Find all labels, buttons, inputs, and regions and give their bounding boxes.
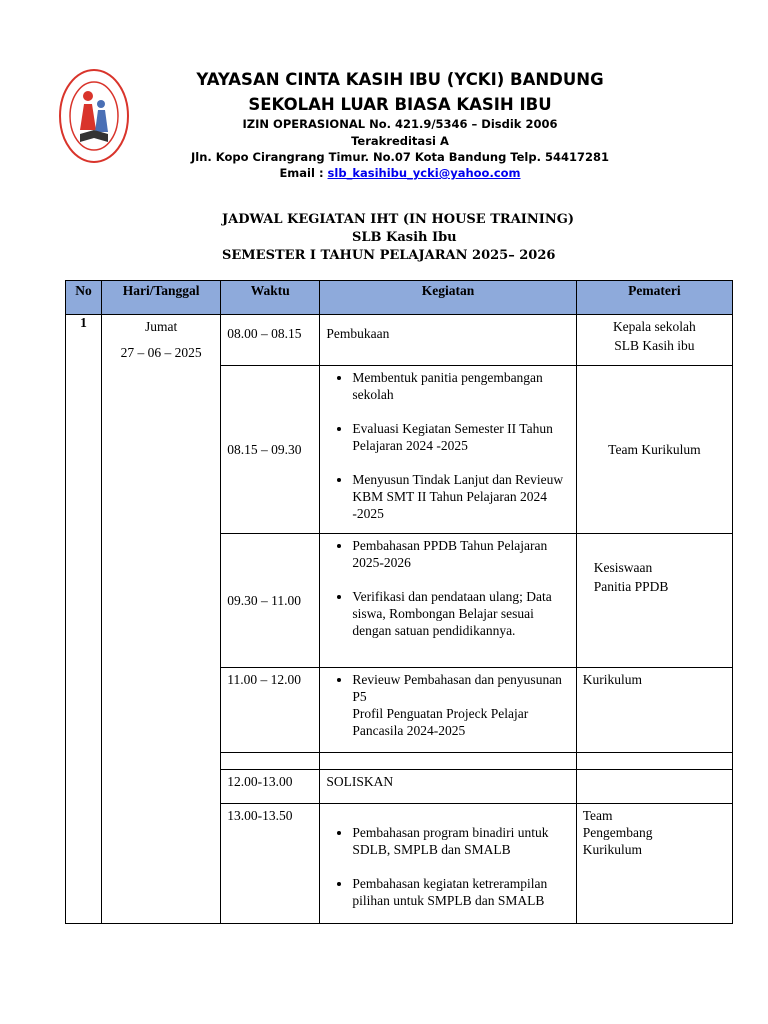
time-text: 09.30 – 11.00 <box>227 593 301 608</box>
speaker-cell <box>576 770 732 804</box>
date: 27 – 06 – 2025 <box>120 345 202 360</box>
speaker-line: SLB Kasih ibu <box>614 338 695 353</box>
list-item-text: Revieuw Pembahasan dan penyusunan P5 <box>352 672 562 704</box>
time-text: 11.00 – 12.00 <box>227 672 301 687</box>
school-logo <box>58 68 130 164</box>
list-item: • Pembahasan program binadiri untuk SDLB, SMPLB dan SMALB <box>352 824 569 858</box>
activity-list <box>326 537 569 639</box>
speaker-cell <box>576 668 732 753</box>
email-line <box>140 166 660 180</box>
speaker-text <box>577 804 732 861</box>
activity-list-wrap <box>320 534 575 642</box>
activity-list <box>326 369 569 522</box>
email-link[interactable]: slb_kasihibu_ycki@yahoo.com <box>327 166 521 180</box>
speaker-text <box>577 315 732 357</box>
time-cell <box>221 668 320 753</box>
activity-cell <box>320 366 576 534</box>
time-text: 08.00 – 08.15 <box>227 326 302 341</box>
header-speaker: Pemateri <box>576 281 732 315</box>
speaker-line: Kesiswaan <box>593 560 653 575</box>
speaker-line: Panitia PPDB <box>593 579 669 594</box>
day: Jumat <box>145 319 178 334</box>
schedule-semester: SEMESTER I TAHUN PELAJARAN 2025– 2026 <box>222 248 556 263</box>
list-item-continuation: Profil Penguatan Projeck Pelajar Pancasila 2024-2025 <box>352 706 529 738</box>
time-text: 08.15 – 09.30 <box>227 442 302 457</box>
row-number: 1 <box>66 315 102 924</box>
activity-cell <box>320 770 576 804</box>
time-cell <box>221 804 320 924</box>
schedule-school: SLB Kasih Ibu <box>352 230 457 245</box>
speaker-line: Kurikulum <box>582 842 642 857</box>
speaker-text: Team Kurikulum <box>608 442 701 457</box>
header-activity: Kegiatan <box>320 281 576 315</box>
activity-cell <box>320 534 576 668</box>
activity-text: Pembukaan <box>326 326 390 341</box>
list-item: • Verifikasi dan pendataan ulang; Data siswa, Rombongan Belajar sesuai dengan satuan pendidikannya. <box>352 588 569 639</box>
activity-list-wrap <box>320 366 575 525</box>
schedule-table <box>65 280 733 924</box>
time-text: 12.00-13.00 <box>227 774 293 789</box>
speaker-cell <box>576 534 732 668</box>
day-date-cell <box>102 315 221 924</box>
header-time: Waktu <box>221 281 320 315</box>
time-cell <box>221 753 320 770</box>
speaker-cell <box>576 804 732 924</box>
table-header-row <box>66 281 733 315</box>
speaker-text <box>577 534 732 598</box>
activity-list-wrap <box>320 668 575 742</box>
accreditation: Terakreditasi A <box>351 134 449 148</box>
activity-cell <box>320 804 576 924</box>
schedule-title: JADWAL KEGIATAN IHT (IN HOUSE TRAINING) <box>222 212 574 227</box>
email-label: Email : <box>279 166 328 180</box>
speaker-line: Kepala sekolah <box>612 319 696 334</box>
list-item <box>352 671 569 739</box>
list-item: • Membentuk panitia pengembangan sekolah <box>352 369 569 403</box>
time-cell <box>221 770 320 804</box>
activity-cell <box>320 753 576 770</box>
license-number: IZIN OPERASIONAL No. 421.9/5346 – Disdik 2006 <box>242 117 558 131</box>
speaker-line: Pengembang <box>582 825 653 840</box>
list-item: • Evaluasi Kegiatan Semester II Tahun Pelajaran 2024 -2025 <box>352 420 569 454</box>
activity-list-wrap <box>320 804 575 912</box>
time-cell <box>221 534 320 668</box>
school-name: SEKOLAH LUAR BIASA KASIH IBU <box>248 95 552 114</box>
time-cell <box>221 315 320 366</box>
activity-list <box>326 824 569 909</box>
list-item: • Pembahasan kegiatan ketrerampilan pilihan untuk SMPLB dan SMALB <box>352 875 569 909</box>
speaker-line: Team <box>582 808 613 823</box>
foundation-name: YAYASAN CINTA KASIH IBU (YCKI) BANDUNG <box>196 70 604 89</box>
time-text: 13.00-13.50 <box>227 808 293 823</box>
activity-list <box>326 671 569 739</box>
header-day: Hari/Tanggal <box>102 281 221 315</box>
header-no: No <box>66 281 102 315</box>
activity-cell <box>320 668 576 753</box>
speaker-text: Kurikulum <box>582 672 642 687</box>
activity-text: SOLISKAN <box>326 774 394 789</box>
speaker-text <box>577 770 732 776</box>
activity-cell <box>320 315 576 366</box>
list-item: • Pembahasan PPDB Tahun Pelajaran 2025-2026 <box>352 537 569 571</box>
list-item: • Menyusun Tindak Lanjut dan Revieuw KBM SMT II Tahun Pelajaran 2024 -2025 <box>352 471 569 522</box>
time-cell <box>221 366 320 534</box>
address: Jln. Kopo Cirangrang Timur. No.07 Kota Bandung Telp. 54417281 <box>191 150 609 164</box>
speaker-cell <box>576 366 732 534</box>
speaker-cell <box>576 753 732 770</box>
table-row <box>66 315 733 366</box>
speaker-cell <box>576 315 732 366</box>
